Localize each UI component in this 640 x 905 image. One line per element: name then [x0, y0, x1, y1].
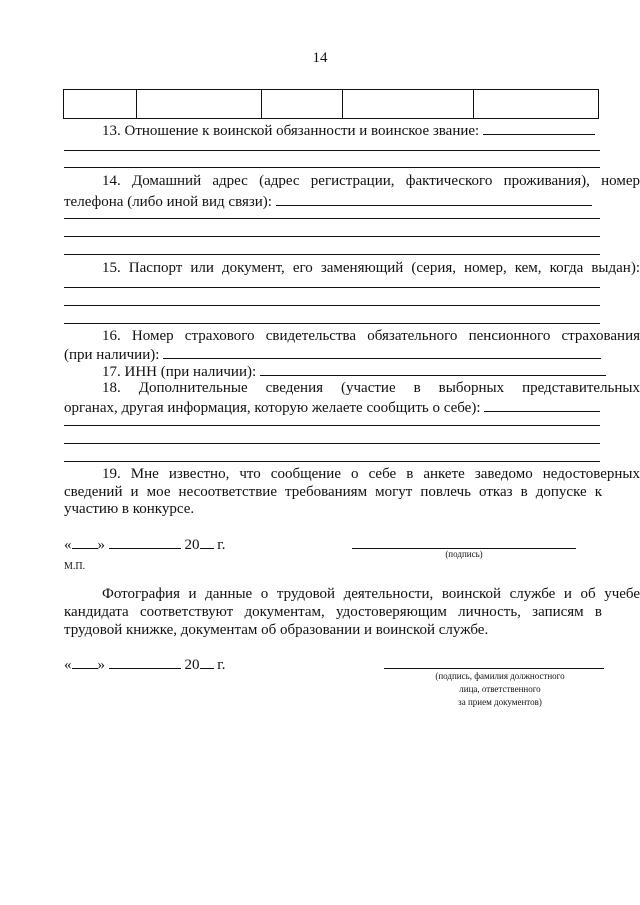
table-cell [64, 90, 137, 119]
item-19-line2: сведений и мое несоответствие требованиям могут повлечь отказ в допуске к [64, 484, 602, 500]
item-19-line1: 19. Мне известно, что сообщение о себе в анкете заведомо недостоверных [102, 466, 640, 482]
fill-line[interactable] [64, 287, 600, 288]
item-18-line1: 18. Дополнительные сведения (участие в выборных представительных [102, 380, 640, 396]
item-15: 15. Паспорт или документ, его заменяющий (серия, номер, кем, когда выдан): [102, 260, 640, 276]
fill-line[interactable] [64, 254, 600, 255]
month-field[interactable] [109, 534, 181, 549]
day-field[interactable] [72, 654, 98, 669]
table-fragment [63, 89, 599, 119]
table-cell [262, 90, 343, 119]
fill-line[interactable] [64, 461, 600, 462]
table-cell [343, 90, 474, 119]
item-18-label: органах, другая информация, которую желаете сообщить о себе): [64, 400, 481, 416]
fill-line[interactable] [64, 425, 600, 426]
item-17-label: 17. ИНН (при наличии): [102, 364, 257, 380]
insurance-number-field[interactable] [163, 344, 601, 359]
date-line-2: « » 20 г. [64, 654, 264, 675]
table-cell [474, 90, 599, 119]
military-status-field[interactable] [483, 120, 595, 135]
fill-line[interactable] [64, 305, 600, 306]
item-16-label: (при наличии): [64, 347, 160, 363]
table-cell [137, 90, 262, 119]
inn-field[interactable] [260, 361, 606, 376]
item-13-label: 13. Отношение к воинской обязанности и воинское звание: [102, 123, 480, 139]
confirmation-line3: трудовой книжке, документам об образовании и воинской службе. [64, 622, 489, 638]
item-19-line3: участию в конкурсе. [64, 501, 195, 517]
home-address-field[interactable] [276, 191, 592, 206]
item-13 [64, 120, 640, 141]
year-field[interactable] [200, 654, 214, 669]
page-number: 14 [312, 50, 328, 66]
day-field[interactable] [72, 534, 98, 549]
confirmation-line2: кандидата соответствуют документам, удостоверяющим личность, записям в [64, 604, 602, 620]
fill-line[interactable] [64, 323, 600, 324]
item-14-line1: 14. Домашний адрес (адрес регистрации, фактического проживания), номер [102, 173, 640, 189]
fill-line[interactable] [64, 167, 600, 168]
fill-line[interactable] [64, 443, 600, 444]
item-16-line1: 16. Номер страхового свидетельства обязательного пенсионного страхования [102, 328, 640, 344]
date-line-1: « » 20 г. [64, 534, 264, 555]
official-caption-line3: за прием документов) [458, 697, 542, 707]
official-caption-line2: лица, ответственного [459, 684, 541, 694]
stamp-label: М.П. [64, 561, 86, 572]
confirmation-line1: Фотография и данные о трудовой деятельности, воинской службе и об учебе [102, 586, 640, 602]
item-18-line2 [64, 397, 602, 418]
fill-line[interactable] [64, 236, 600, 237]
fill-line[interactable] [64, 150, 600, 151]
item-14-label: телефона (либо иной вид связи): [64, 194, 272, 210]
official-caption-line1: (подпись, фамилия должностного [435, 671, 565, 681]
fill-line[interactable] [64, 218, 600, 219]
year-field[interactable] [200, 534, 214, 549]
additional-info-field[interactable] [484, 397, 600, 412]
month-field[interactable] [109, 654, 181, 669]
official-signature-line[interactable] [384, 668, 604, 669]
signature-caption: (подпись) [445, 549, 483, 559]
item-14-line2 [64, 191, 602, 212]
